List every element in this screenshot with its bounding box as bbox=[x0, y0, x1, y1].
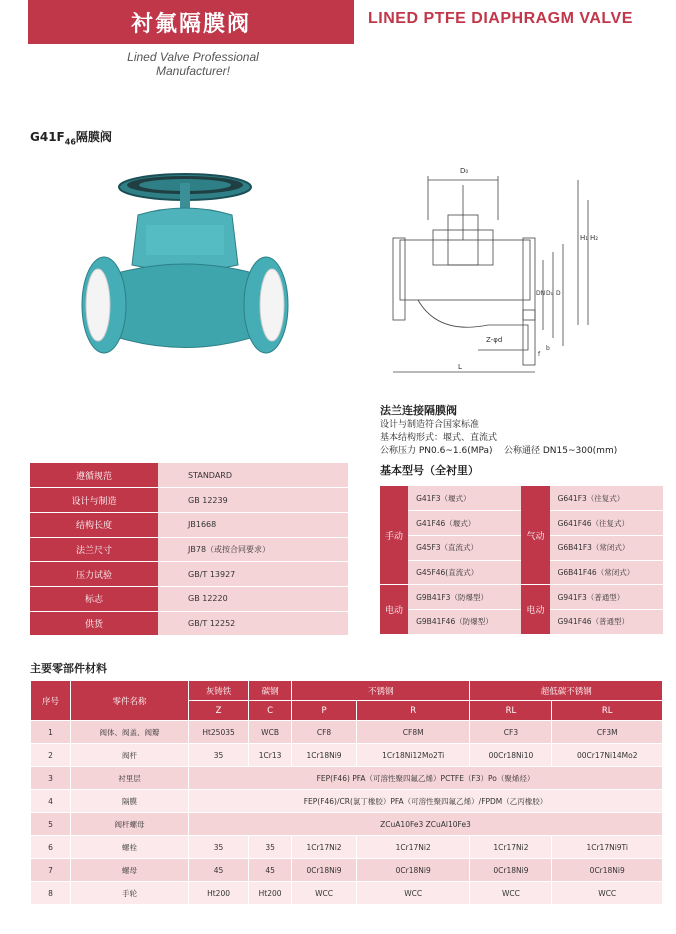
row-no: 7 bbox=[31, 859, 71, 882]
model-item: G41F3（堰式） bbox=[408, 486, 521, 511]
row-name: 阀杆 bbox=[71, 744, 189, 767]
model-item: G9B41F3（防爆型） bbox=[408, 585, 521, 610]
cell: 1Cr17Ni2 bbox=[356, 836, 469, 859]
row-name: 阀体、阀盖、阀瓣 bbox=[71, 721, 189, 744]
spec-row bbox=[30, 512, 348, 537]
cell: 1Cr18Ni12Mo2Ti bbox=[356, 744, 469, 767]
tagline-line1: Lined Valve Professional bbox=[127, 50, 259, 64]
table-row bbox=[31, 813, 663, 836]
table-row bbox=[31, 882, 663, 905]
description-heading: 法兰连接隔膜阀 bbox=[380, 404, 457, 417]
spec-value: GB 12239 bbox=[158, 488, 348, 513]
spec-row bbox=[30, 586, 348, 611]
label-d0: D₀ bbox=[460, 167, 469, 175]
header-grey-iron: 灰铸铁 bbox=[189, 681, 249, 701]
spec-key: 结构长度 bbox=[30, 512, 158, 537]
row-name: 手轮 bbox=[71, 882, 189, 905]
cell: WCC bbox=[470, 882, 552, 905]
table-row bbox=[31, 859, 663, 882]
group-pneumatic: 气动 bbox=[521, 486, 549, 585]
row-no: 8 bbox=[31, 882, 71, 905]
model-item: G41F46（堰式） bbox=[408, 511, 521, 536]
description bbox=[380, 404, 617, 458]
row-name: 螺栓 bbox=[71, 836, 189, 859]
page-title-cn: 衬氟隔膜阀 bbox=[130, 11, 251, 37]
header-stainless: 不锈钢 bbox=[292, 681, 470, 701]
spec-value: JB78（或按合同要求） bbox=[158, 537, 348, 562]
diameter-text: 公称通径 DN15~300(mm) bbox=[503, 446, 618, 456]
spec-value: JB1668 bbox=[158, 512, 348, 537]
tagline-line2: Manufacturer! bbox=[155, 64, 231, 78]
code-cell: Z bbox=[189, 701, 249, 721]
label-zd: Z-φd bbox=[486, 336, 503, 344]
spec-value: GB/T 13927 bbox=[158, 562, 348, 587]
page-title-en: LINED PTFE DIAPHRAGM VALVE bbox=[368, 10, 633, 27]
cell: 00Cr18Ni10 bbox=[470, 744, 552, 767]
code-cell: RL bbox=[470, 701, 552, 721]
cell: 35 bbox=[189, 744, 249, 767]
span-cell: FEP(F46)/CR(氯丁橡胶）PFA（可溶性聚四氟乙烯）/FPDM（乙丙橡胶） bbox=[189, 790, 663, 813]
label-d1: D₁ bbox=[546, 290, 554, 297]
label-h1: H₁ bbox=[580, 234, 589, 242]
cell: WCC bbox=[356, 882, 469, 905]
label-f: f bbox=[538, 351, 541, 358]
pressure-text: 公称压力 PN0.6~1.6(MPa) bbox=[380, 446, 493, 456]
technical-drawing bbox=[378, 160, 608, 380]
row-no: 5 bbox=[31, 813, 71, 836]
row-no: 2 bbox=[31, 744, 71, 767]
table-row bbox=[31, 721, 663, 744]
row-no: 3 bbox=[31, 767, 71, 790]
row-no: 6 bbox=[31, 836, 71, 859]
model-sub: 46 bbox=[64, 137, 76, 147]
spec-key: 法兰尺寸 bbox=[30, 537, 158, 562]
cell: 0Cr18Ni9 bbox=[292, 859, 357, 882]
cell: 0Cr18Ni9 bbox=[470, 859, 552, 882]
parts-title: 主要零部件材料 bbox=[30, 662, 107, 675]
header-carbon-steel: 碳钢 bbox=[249, 681, 292, 701]
model-item: G6B41F46（常闭式） bbox=[550, 560, 663, 585]
spec-key: 设计与制造 bbox=[30, 488, 158, 513]
cell: 35 bbox=[189, 836, 249, 859]
cell: CF8 bbox=[292, 721, 357, 744]
cell: Ht200 bbox=[189, 882, 249, 905]
model-title bbox=[30, 128, 112, 146]
header-name: 零件名称 bbox=[71, 681, 189, 721]
header-no: 序号 bbox=[31, 681, 71, 721]
cell: 1Cr13 bbox=[249, 744, 292, 767]
code-cell: C bbox=[249, 701, 292, 721]
row-no: 1 bbox=[31, 721, 71, 744]
model-item: G45F3（直流式） bbox=[408, 535, 521, 560]
spec-key: 遵循规范 bbox=[30, 463, 158, 488]
cell: 35 bbox=[249, 836, 292, 859]
group-manual: 手动 bbox=[380, 486, 408, 585]
cell: CF3 bbox=[470, 721, 552, 744]
spec-row bbox=[30, 611, 348, 636]
cell: WCC bbox=[292, 882, 357, 905]
model-item: G941F46（普通型） bbox=[550, 609, 663, 634]
header-band bbox=[28, 0, 354, 44]
span-cell: ZCuA10Fe3 ZCuAl10Fe3 bbox=[189, 813, 663, 836]
span-cell: FEP(F46) PFA（可溶性聚四氟乙烯）PCTFE（F3）Po（聚烯烃） bbox=[189, 767, 663, 790]
parts-table bbox=[30, 680, 663, 905]
spec-key: 压力试验 bbox=[30, 562, 158, 587]
model-suffix: 隔膜阀 bbox=[75, 130, 112, 144]
cell: 1Cr17Ni2 bbox=[470, 836, 552, 859]
cell: 45 bbox=[249, 859, 292, 882]
cell: 00Cr17Ni14Mo2 bbox=[552, 744, 663, 767]
model-item: G9B41F46（防爆型） bbox=[408, 609, 521, 634]
model-item: G6B41F3（常闭式） bbox=[550, 535, 663, 560]
cell: 0Cr18Ni9 bbox=[552, 859, 663, 882]
spec-key: 供货 bbox=[30, 611, 158, 636]
cell: 1Cr17Ni9Ti bbox=[552, 836, 663, 859]
code-cell: R bbox=[356, 701, 469, 721]
group-electric-2: 电动 bbox=[521, 585, 549, 634]
row-name: 隔膜 bbox=[71, 790, 189, 813]
label-l: L bbox=[458, 363, 462, 371]
cell: CF8M bbox=[356, 721, 469, 744]
spec-value: STANDARD bbox=[158, 463, 348, 488]
row-no: 4 bbox=[31, 790, 71, 813]
label-dn: DN bbox=[536, 290, 546, 297]
cell: WCC bbox=[552, 882, 663, 905]
code-cell: RL bbox=[552, 701, 663, 721]
row-name: 衬里层 bbox=[71, 767, 189, 790]
cell: 45 bbox=[189, 859, 249, 882]
spec-key: 标志 bbox=[30, 586, 158, 611]
spec-value: GB/T 12252 bbox=[158, 611, 348, 636]
tagline bbox=[118, 50, 268, 78]
spec-row bbox=[30, 537, 348, 562]
spec-row bbox=[30, 463, 348, 488]
cell: 0Cr18Ni9 bbox=[356, 859, 469, 882]
model-item: G641F3（往复式） bbox=[550, 486, 663, 511]
cell: 1Cr18Ni9 bbox=[292, 744, 357, 767]
model-prefix: G41F bbox=[30, 130, 65, 144]
group-electric: 电动 bbox=[380, 585, 408, 634]
models-table bbox=[380, 486, 663, 635]
row-name: 阀杆螺母 bbox=[71, 813, 189, 836]
cell: CF3M bbox=[552, 721, 663, 744]
cell: 1Cr17Ni2 bbox=[292, 836, 357, 859]
model-item: G941F3（普通型） bbox=[550, 585, 663, 610]
cell: Ht200 bbox=[249, 882, 292, 905]
valve-photo bbox=[80, 165, 290, 380]
spec-table bbox=[30, 463, 348, 636]
label-b: b bbox=[546, 345, 550, 352]
table-row bbox=[31, 767, 663, 790]
header-ultra-low: 超低碳不锈钢 bbox=[470, 681, 663, 701]
cell: WCB bbox=[249, 721, 292, 744]
cell: Ht25035 bbox=[189, 721, 249, 744]
models-title: 基本型号（全衬里） bbox=[380, 464, 479, 477]
table-row bbox=[31, 836, 663, 859]
code-cell: P bbox=[292, 701, 357, 721]
table-row bbox=[31, 744, 663, 767]
table-row bbox=[31, 790, 663, 813]
model-item: G45F46(直流式） bbox=[408, 560, 521, 585]
spec-value: GB 12220 bbox=[158, 586, 348, 611]
spec-row bbox=[30, 562, 348, 587]
description-line: 基本结构形式：堰式、直流式 bbox=[380, 433, 498, 443]
row-name: 螺母 bbox=[71, 859, 189, 882]
description-line: 设计与制造符合国家标准 bbox=[380, 420, 480, 430]
label-h2: H₂ bbox=[590, 234, 599, 242]
spec-row bbox=[30, 488, 348, 513]
model-item: G641F46（往复式） bbox=[550, 511, 663, 536]
label-d: D bbox=[556, 290, 561, 297]
